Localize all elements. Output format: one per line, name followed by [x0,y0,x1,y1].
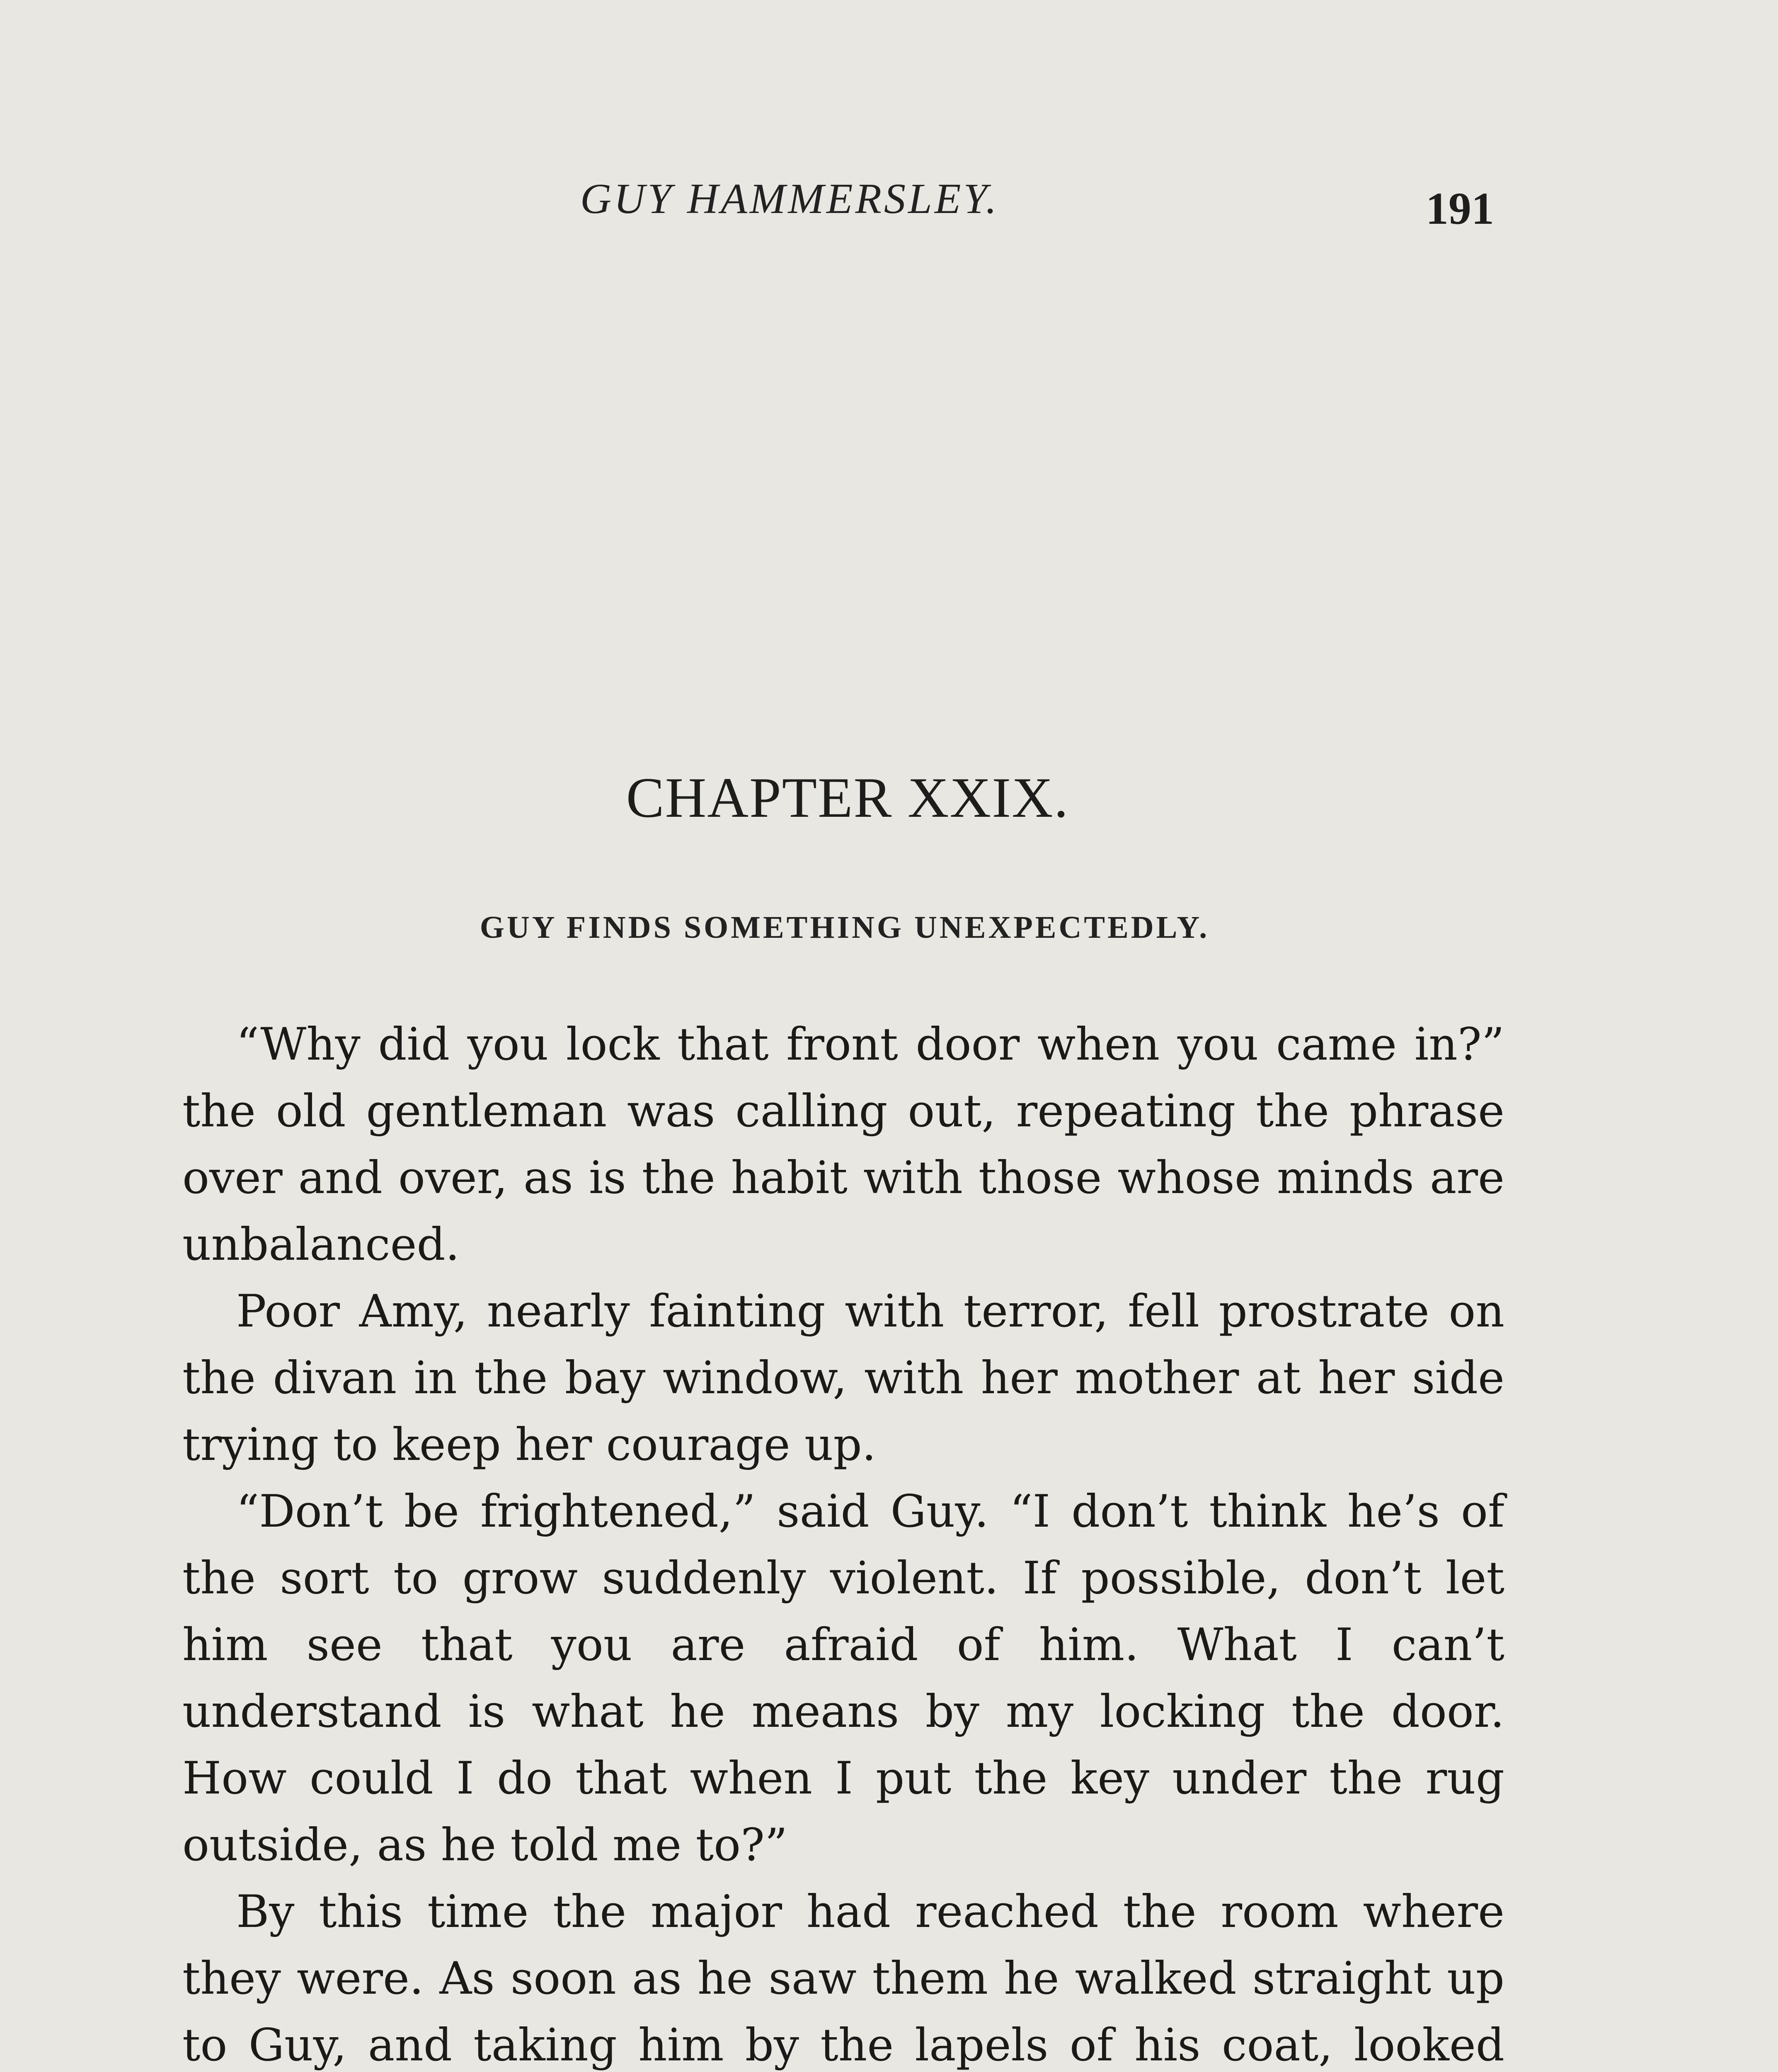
paragraph: Poor Amy, nearly fainting with terror, fell prostrate on the divan in the bay window, with her mother at her side trying to keep her courage up. [182,1285,1504,1471]
paragraph: “Why did you lock that front door when you came in?” the old gentleman was calling out, repeating the phrase over and over, as is the habit with those whose minds are unbalanced. [182,1019,1504,1271]
running-head-title: GUY HAMMERSLEY. [580,175,999,223]
chapter-body [182,1011,1504,2072]
paragraph: By this time the major had reached the room where they were. As soon as he saw them he walked straight up to Guy, and taking him by the lapels of his coat, looked [182,1886,1504,2071]
chapter-title: CHAPTER XXIX. [626,766,1069,829]
page-number: 191 [1426,183,1494,234]
chapter-subtitle: GUY FINDS SOMETHING UNEXPECTEDLY. [480,910,1210,945]
paragraph: “Don’t be frightened,” said Guy. “I don’t think he’s of the sort to grow suddenly violent. If possible, don’t let him see that you are afraid of him. What I can’t understand is what he means by my locking the door. How could I do that when I put the key under the rug outside, as he told me to?” [182,1486,1504,1871]
